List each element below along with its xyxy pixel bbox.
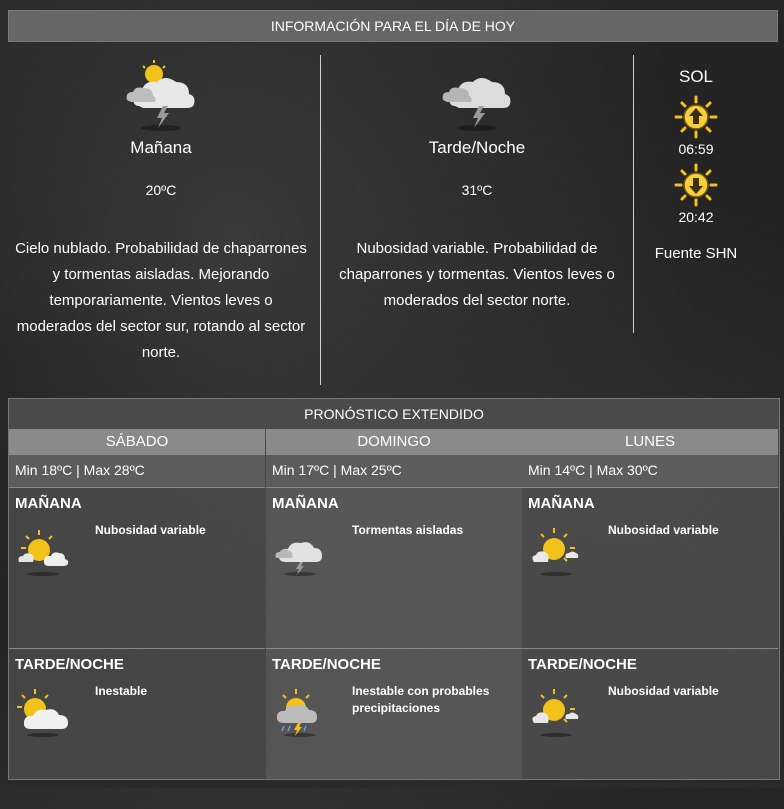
- day-column-sunday: [266, 429, 522, 779]
- slot-title: TARDE/NOCHE: [528, 656, 637, 673]
- cloud-storm-icon: [437, 52, 517, 132]
- divider: [633, 55, 634, 333]
- evening-title: Tarde/Noche: [428, 138, 526, 157]
- sun-cloud-icon: [13, 687, 73, 737]
- morning-description: Cielo nublado. Probabilidad de chaparrones y tormentas aisladas. Mejorando temporariamente. Vientos leves o moderados del sector sur, rotando al sector norte.: [15, 240, 307, 361]
- morning-slot: [522, 487, 778, 648]
- day-column-monday: [522, 429, 778, 779]
- sunrise-time: 06:59: [678, 141, 714, 157]
- sun-cloud-rain-storm-icon: [270, 687, 330, 737]
- morning-slot: [9, 487, 265, 648]
- slot-title: MAÑANA: [528, 495, 595, 512]
- today-evening: [330, 52, 624, 314]
- day-minmax: Min 17ºC | Max 25ºC: [266, 455, 522, 487]
- slot-title: TARDE/NOCHE: [272, 656, 381, 673]
- extended-header: PRONÓSTICO EXTENDIDO: [9, 399, 779, 429]
- cloud-sun-storm-icon: [121, 52, 201, 132]
- evening-slot: [266, 648, 522, 809]
- evening-description: Nubosidad variable. Probabilidad de chaparrones y tormentas. Vientos leves o moderados del sector norte.: [339, 240, 615, 309]
- slot-title: MAÑANA: [15, 495, 82, 512]
- slot-description: Inestable: [95, 684, 148, 698]
- slot-description: Nubosidad variable: [608, 684, 719, 698]
- day-minmax: Min 18ºC | Max 28ºC: [9, 455, 265, 487]
- slot-description: Nubosidad variable: [608, 523, 719, 537]
- extended-forecast: [8, 398, 780, 780]
- sunset-time: 20:42: [678, 209, 714, 225]
- sunrise-icon: [674, 95, 718, 139]
- day-name: DOMINGO: [266, 429, 522, 455]
- day-name: LUNES: [522, 429, 778, 455]
- day-column-saturday: [9, 429, 265, 779]
- morning-temp: 20ºC: [145, 182, 177, 198]
- sunset-icon: [674, 163, 718, 207]
- sun-info: [640, 50, 752, 262]
- slot-title: MAÑANA: [272, 495, 339, 512]
- divider: [320, 55, 321, 385]
- cloud-storm-icon: [270, 526, 330, 576]
- sun-cloud-icon: [526, 687, 586, 737]
- day-minmax: Min 14ºC | Max 30ºC: [522, 455, 778, 487]
- today-header: INFORMACIÓN PARA EL DÍA DE HOY: [8, 10, 778, 42]
- evening-temp: 31ºC: [461, 182, 493, 198]
- slot-description: Inestable con probables precipitaciones: [352, 684, 490, 715]
- morning-title: Mañana: [130, 138, 192, 157]
- day-name: SÁBADO: [9, 429, 265, 455]
- sun-label: SOL: [678, 67, 714, 86]
- slot-title: TARDE/NOCHE: [15, 656, 124, 673]
- sun-source: Fuente SHN: [654, 245, 738, 262]
- evening-slot: [522, 648, 778, 809]
- sun-cloud-icon: [13, 526, 73, 576]
- today-morning: [10, 52, 312, 366]
- slot-description: Tormentas aisladas: [352, 523, 464, 537]
- sun-cloud-icon: [526, 526, 586, 576]
- morning-slot: [266, 487, 522, 648]
- evening-slot: [9, 648, 265, 809]
- slot-description: Nubosidad variable: [95, 523, 206, 537]
